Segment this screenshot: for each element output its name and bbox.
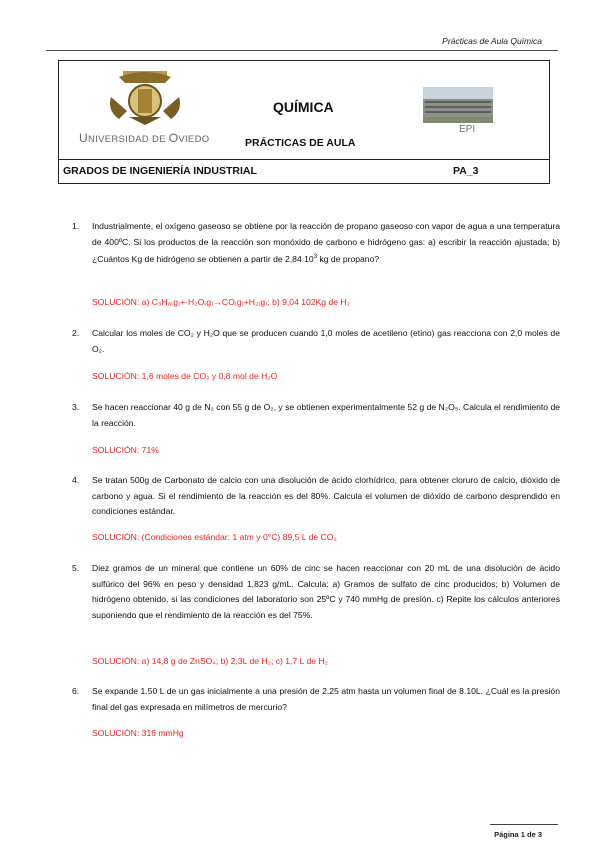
degree-label: GRADOS DE INGENIERÍA INDUSTRIAL	[63, 165, 257, 177]
footer-rule	[490, 824, 558, 825]
question-number: 6.	[72, 686, 80, 696]
header-box	[58, 60, 550, 184]
question-3	[72, 400, 560, 431]
epi-label: EPI	[459, 124, 476, 135]
box-divider	[59, 159, 549, 160]
solution-5: SOLUCIÓN: a) 14,8 g de ZnSO₄; b) 2,3L de H₂; c) 1,7 L de H₂	[92, 656, 328, 666]
page-subtitle: PRÁCTICAS DE AULA	[245, 137, 356, 149]
question-number: 3.	[72, 402, 80, 412]
solution-1: SOLUCIÓN: a) C₃H₈₍g₎+·H₂O₍g₎→CO₍g₎+H₂₍g₎; b) 9,04 102Kg de H₂	[92, 297, 350, 307]
question-text: Se expande 1.50 L de un gas inicialmente a una presión de 2.25 atm hasta un volumen final de 8.10L. ¿Cuál es la presión final del gas expresada en milímetros de mercurio?	[92, 686, 560, 712]
header-rule	[46, 50, 558, 51]
question-4	[72, 473, 560, 520]
question-1	[72, 219, 560, 267]
building-photo	[423, 87, 493, 123]
solution-6: SOLUCIÓN: 316 mmHg	[92, 728, 184, 738]
solution-4: SOLUCIÓN: (Condiciones estándar: 1 atm y 0°C) 89,5 L de CO₂	[92, 532, 337, 542]
question-number: 5.	[72, 563, 80, 573]
page-number: Página 1 de 3	[494, 830, 542, 839]
university-name: UNIVERSIDAD DE OVIEDO	[79, 131, 210, 145]
solution-2: SOLUCIÓN: 1,6 moles de CO₂ y 0,8 mol de H₂O	[92, 371, 278, 381]
question-text: Se tratan 500g de Carbonato de calcio con una disolución de ácido clorhídrico, para obtener cloruro de calcio, dióxido de carbono y agua. Si el rendimiento de la reacción es del 80%. Calcula el volumen de dióxido de carbono desprendido en condiciones estándar.	[92, 475, 560, 516]
question-5	[72, 561, 560, 623]
practice-code: PA_3	[453, 165, 479, 177]
university-crest-logo	[105, 67, 185, 127]
running-header: Prácticas de Aula Química	[442, 36, 542, 46]
page-title: QUÍMICA	[273, 99, 334, 115]
question-6	[72, 684, 560, 715]
question-text: Calcular los moles de CO₂ y H₂O que se producen cuando 1,0 moles de acetileno (etino) gas reacciona con 2,0 moles de O₂.	[92, 328, 560, 354]
question-number: 4.	[72, 475, 80, 485]
question-number: 1.	[72, 221, 80, 231]
solution-3: SOLUCIÓN: 71%	[92, 445, 159, 455]
question-2	[72, 326, 560, 357]
question-text: Industrialmente, el oxígeno gaseoso se obtiene por la reacción de propano gaseoso con vapor de agua a una temperatura de 400ºC. Si los productos de la reacción son monóxido de carbono e hidrógeno gas: a) escribir la reacción ajustada; b) ¿Cuántos Kg de hidrógeno se obtienen a partir de 2,84 $10^3$ kg de propano?	[92, 221, 560, 264]
question-text: Se hacen reaccionar 40 g de N₂ con 55 g de O₂, y se obtienen experimentalmente 52 g de N₂O₅. Calcula el rendimiento de la reacción.	[92, 402, 560, 428]
question-text: Diez gramos de un mineral que contiene un 60% de cinc se hacen reaccionar con 20 mL de una disolución de ácido sulfúrico del 96% en peso y densidad 1,823 g/mL. Calcula: a) Gramos de sulfato de cinc producidos; b) Volumen de hidrógeno obtenido, si las condiciones del laboratorio son 25ºC y 740 mmHg de presión. c) Repite los cálculos anteriores suponiendo que el rendimiento de la reacción es del 75%.	[92, 563, 560, 620]
question-number: 2.	[72, 328, 80, 338]
